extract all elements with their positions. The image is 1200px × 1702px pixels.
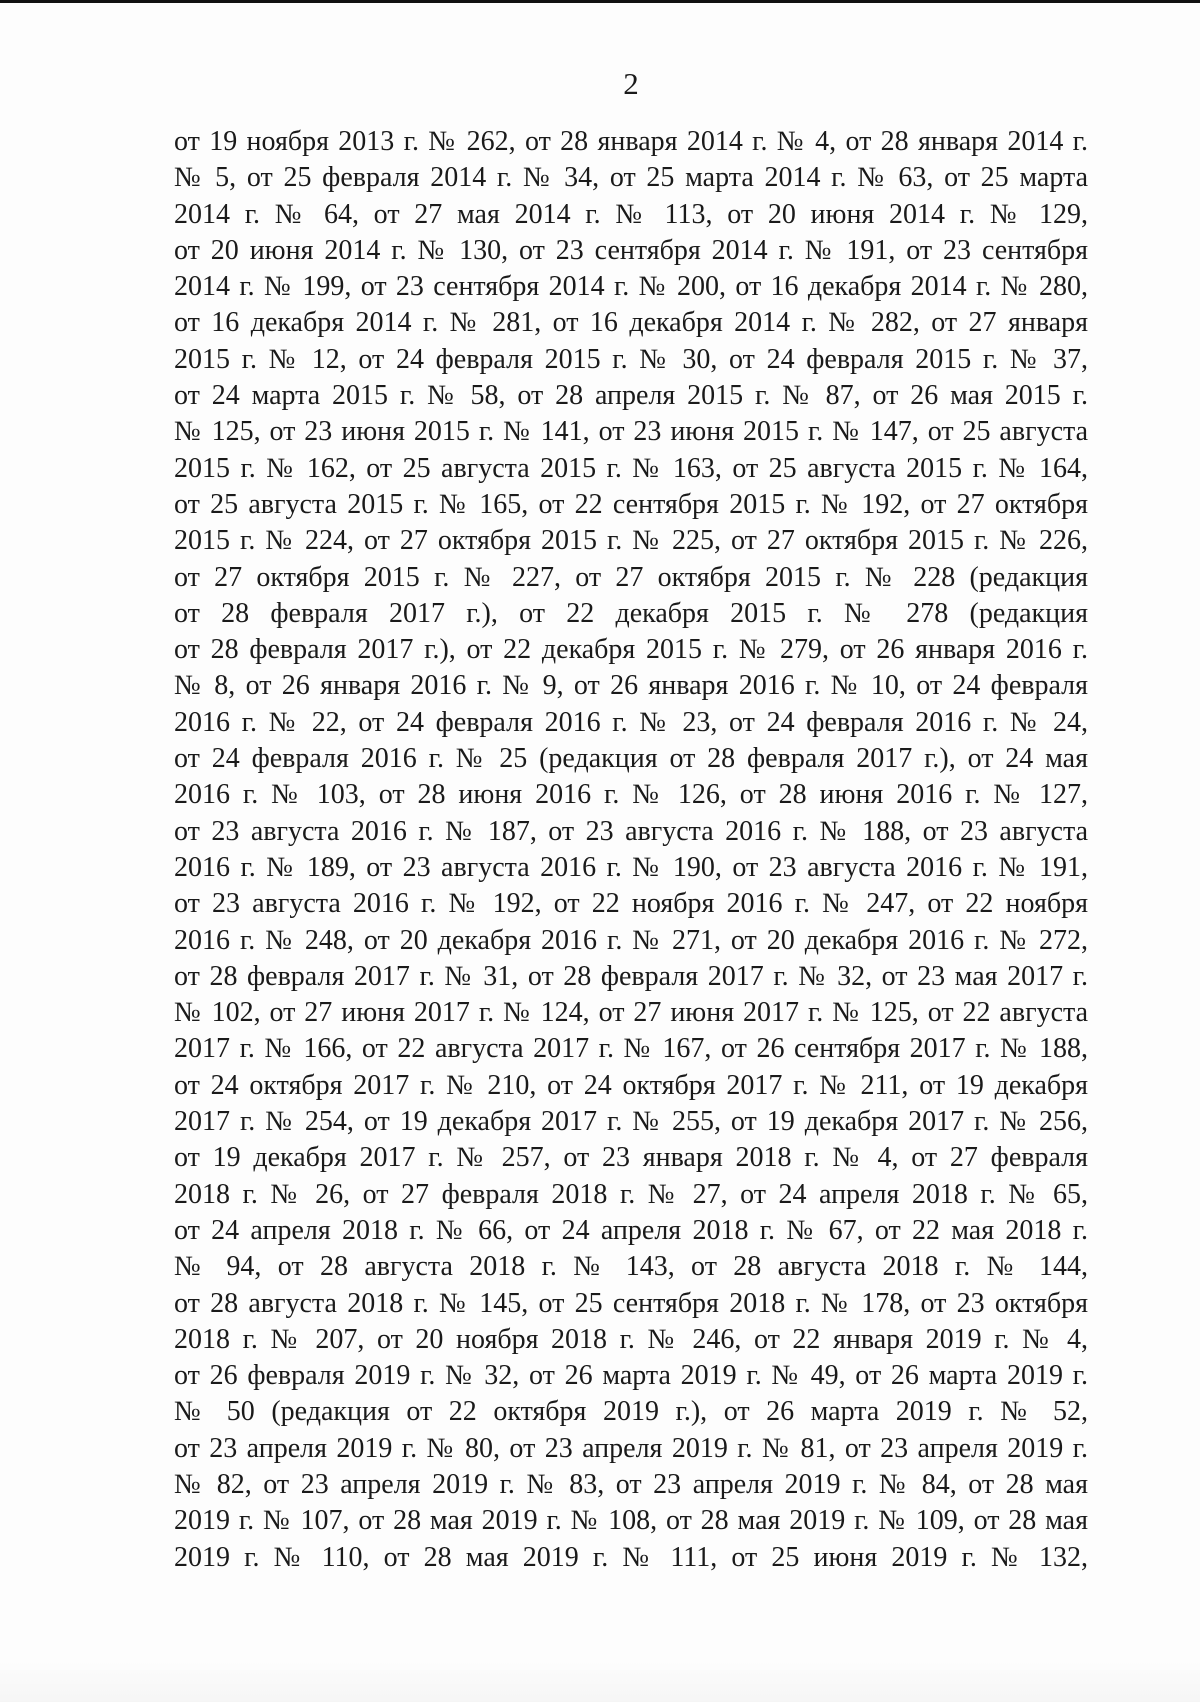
text-line: 2016 г. № 103, от 28 июня 2016 г. № 126, от 28 июня 2016 г. № 127, <box>174 779 1088 811</box>
text-line: от 25 августа 2015 г. № 165, от 22 сентября 2015 г. № 192, от 27 октября <box>174 488 1088 520</box>
text-line: от 28 февраля 2017 г. № 31, от 28 февраля 2017 г. № 32, от 23 мая 2017 г. <box>174 960 1088 992</box>
text-line: 2016 г. № 22, от 24 февраля 2016 г. № 23, от 24 февраля 2016 г. № 24, <box>174 706 1088 738</box>
text-line: 2017 г. № 254, от 19 декабря 2017 г. № 255, от 19 декабря 2017 г. № 256, <box>174 1106 1088 1138</box>
text-line: 2017 г. № 166, от 22 августа 2017 г. № 167, от 26 сентября 2017 г. № 188, <box>174 1033 1088 1065</box>
text-line: 2015 г. № 162, от 25 августа 2015 г. № 163, от 25 августа 2015 г. № 164, <box>174 452 1088 484</box>
text-line: 2019 г. № 110, от 28 мая 2019 г. № 111, от 25 июня 2019 г. № 132, <box>174 1541 1088 1573</box>
text-line: от 28 февраля 2017 г.), от 22 декабря 2015 г. № 278 (редакция <box>174 597 1088 629</box>
text-line: от 16 декабря 2014 г. № 281, от 16 декабря 2014 г. № 282, от 27 января <box>174 307 1088 339</box>
body-paragraph <box>174 124 1088 1576</box>
text-line: № 5, от 25 февраля 2014 г. № 34, от 25 марта 2014 г. № 63, от 25 марта <box>174 162 1088 194</box>
page-number: 2 <box>623 66 639 101</box>
text-line: 2015 г. № 224, от 27 октября 2015 г. № 225, от 27 октября 2015 г. № 226, <box>174 525 1088 557</box>
text-line: 2016 г. № 248, от 20 декабря 2016 г. № 271, от 20 декабря 2016 г. № 272, <box>174 924 1088 956</box>
text-line: от 24 апреля 2018 г. № 66, от 24 апреля 2018 г. № 67, от 22 мая 2018 г. <box>174 1214 1088 1246</box>
scan-top-edge <box>0 0 1200 3</box>
text-line: 2014 г. № 64, от 27 мая 2014 г. № 113, от 20 июня 2014 г. № 129, <box>174 198 1088 230</box>
text-line: № 125, от 23 июня 2015 г. № 141, от 23 июня 2015 г. № 147, от 25 августа <box>174 416 1088 448</box>
scan-bottom-edge <box>0 1662 1200 1702</box>
text-line: 2016 г. № 189, от 23 августа 2016 г. № 190, от 23 августа 2016 г. № 191, <box>174 851 1088 883</box>
text-line: от 28 августа 2018 г. № 145, от 25 сентября 2018 г. № 178, от 23 октября <box>174 1287 1088 1319</box>
text-line: № 94, от 28 августа 2018 г. № 143, от 28 августа 2018 г. № 144, <box>174 1251 1088 1283</box>
text-line: от 23 августа 2016 г. № 187, от 23 августа 2016 г. № 188, от 23 августа <box>174 815 1088 847</box>
text-line: от 23 августа 2016 г. № 192, от 22 ноября 2016 г. № 247, от 22 ноября <box>174 888 1088 920</box>
text-line: от 26 февраля 2019 г. № 32, от 26 марта 2019 г. № 49, от 26 марта 2019 г. <box>174 1360 1088 1392</box>
text-line: от 19 декабря 2017 г. № 257, от 23 января 2018 г. № 4, от 27 февраля <box>174 1142 1088 1174</box>
text-line: № 82, от 23 апреля 2019 г. № 83, от 23 апреля 2019 г. № 84, от 28 мая <box>174 1468 1088 1500</box>
text-line: от 24 октября 2017 г. № 210, от 24 октября 2017 г. № 211, от 19 декабря <box>174 1069 1088 1101</box>
text-line: от 23 апреля 2019 г. № 80, от 23 апреля 2019 г. № 81, от 23 апреля 2019 г. <box>174 1432 1088 1464</box>
text-line: 2019 г. № 107, от 28 мая 2019 г. № 108, от 28 мая 2019 г. № 109, от 28 мая <box>174 1505 1088 1537</box>
text-line: от 20 июня 2014 г. № 130, от 23 сентября 2014 г. № 191, от 23 сентября <box>174 234 1088 266</box>
text-line: от 28 февраля 2017 г.), от 22 декабря 2015 г. № 279, от 26 января 2016 г. <box>174 634 1088 666</box>
text-line: от 24 марта 2015 г. № 58, от 28 апреля 2015 г. № 87, от 26 мая 2015 г. <box>174 380 1088 412</box>
text-line: 2015 г. № 12, от 24 февраля 2015 г. № 30, от 24 февраля 2015 г. № 37, <box>174 343 1088 375</box>
text-line: № 102, от 27 июня 2017 г. № 124, от 27 июня 2017 г. № 125, от 22 августа <box>174 997 1088 1029</box>
text-line: 2014 г. № 199, от 23 сентября 2014 г. № 200, от 16 декабря 2014 г. № 280, <box>174 271 1088 303</box>
text-line: 2018 г. № 26, от 27 февраля 2018 г. № 27, от 24 апреля 2018 г. № 65, <box>174 1178 1088 1210</box>
text-line: от 19 ноября 2013 г. № 262, от 28 января 2014 г. № 4, от 28 января 2014 г. <box>174 126 1088 157</box>
text-line: № 8, от 26 января 2016 г. № 9, от 26 января 2016 г. № 10, от 24 февраля <box>174 670 1088 702</box>
text-line: от 27 октября 2015 г. № 227, от 27 октября 2015 г. № 228 (редакция <box>174 561 1088 593</box>
text-line: № 50 (редакция от 22 октября 2019 г.), от 26 марта 2019 г. № 52, <box>174 1396 1088 1428</box>
text-line: 2018 г. № 207, от 20 ноября 2018 г. № 246, от 22 января 2019 г. № 4, <box>174 1323 1088 1355</box>
text-line: от 24 февраля 2016 г. № 25 (редакция от 28 февраля 2017 г.), от 24 мая <box>174 743 1088 775</box>
